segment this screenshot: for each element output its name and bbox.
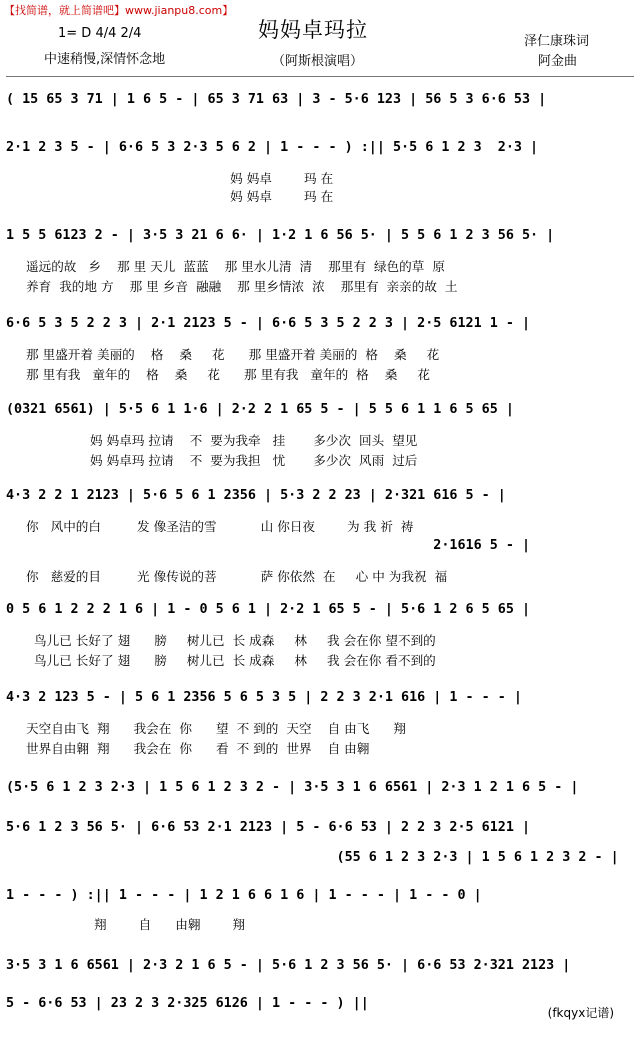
lyric-line: 妈 妈卓 玛 在 (26, 171, 334, 186)
lyric-line: 妈 妈卓玛 拉请 不 要为我牵 挂 多少次 回头 望见 (26, 433, 418, 448)
notation-line: 0 5 6 1 2 2 2 1 6 | 1 - 0 5 6 1 | 2·2 1 65 5 - | 5·6 1 2 6 5 65 | (6, 602, 531, 617)
notation-line: ( 15 65 3 71 | 1 6 5 - | 65 3 71 63 | 3 - 5·6 123 | 56 5 3 6·6 53 | (6, 92, 547, 107)
notation-line: 5 - 6·6 53 | 23 2 3 2·325 6126 | 1 - - - ) || (6, 996, 369, 1011)
lyric-line: 那 里有我 童年的 格 桑 花 那 里有我 童年的 格 桑 花 (26, 367, 430, 382)
notation-line: 6·6 5 3 5 2 2 3 | 2·1 2123 5 - | 6·6 5 3 5 2 2 3 | 2·5 6121 1 - | (6, 316, 531, 331)
lyric-line: 遥远的故 乡 那 里 天儿 蓝蓝 那 里水儿清 清 那里有 绿色的草 原 (26, 259, 445, 274)
site-banner: 【找简谱，就上简谱吧】www.jianpu8.com】 (4, 4, 234, 17)
lyric-line: 翔 自 由翱 翔 (26, 917, 246, 932)
lyric-line: 天空自由飞 翔 我会在 你 望 不 到的 天空 自 由飞 翔 (26, 721, 406, 736)
notation-line: 1 - - - ) :|| 1 - - - | 1 2 1 6 6 1 6 | 1 - - - | 1 - - 0 | (6, 888, 482, 903)
lyric-line: 那 里盛开着 美丽的 格 桑 花 那 里盛开着 美丽的 格 桑 花 (26, 347, 440, 362)
notation-line: 4·3 2 2 1 2123 | 5·6 5 6 1 2356 | 5·3 2 2 23 | 2·321 616 5 - | (6, 488, 506, 503)
key-signature: 1= D 4/4 2/4 (58, 26, 142, 41)
notation-line: 2·1616 5 - | (6, 538, 531, 553)
lyric-line: 鸟儿已 长好了 翅 膀 树儿已 长 成森 林 我 会在你 望不到的 (26, 633, 436, 648)
tempo-mark: 中速稍慢,深情怀念地 (44, 52, 166, 67)
notation-line: (55 6 1 2 3 2·3 | 1 5 6 1 2 3 2 - | (6, 850, 619, 865)
lyricist: 泽仁康珠词 (524, 34, 590, 49)
notation-line: 2·1 2 3 5 - | 6·6 5 3 2·3 5 6 2 | 1 - - - ) :|| 5·5 6 1 2 3 2·3 | (6, 140, 539, 155)
lyric-line: 鸟儿已 长好了 翅 膀 树儿已 长 成森 林 我 会在你 看不到的 (26, 653, 436, 668)
lyric-line: 世界自由翱 翔 我会在 你 看 不 到的 世界 自 由翱 (26, 741, 370, 756)
notation-line: 1 5 5 6123 2 - | 3·5 3 21 6 6· | 1·2 1 6 56 5· | 5 5 6 1 2 3 56 5· | (6, 228, 555, 243)
transcriber-credit: (fkqyx记谱) (547, 1006, 614, 1020)
composer: 阿金曲 (538, 54, 578, 69)
notation-line: (5·5 6 1 2 3 2·3 | 1 5 6 1 2 3 2 - | 3·5 3 1 6 6561 | 2·3 1 2 1 6 5 - | (6, 780, 579, 795)
notation-line: 5·6 1 2 3 56 5· | 6·6 53 2·1 2123 | 5 - 6·6 53 | 2 2 3 2·5 6121 | (6, 820, 531, 835)
notation-line: 3·5 3 1 6 6561 | 2·3 2 1 6 5 - | 5·6 1 2 3 56 5· | 6·6 53 2·321 2123 | (6, 958, 571, 973)
header-divider (6, 76, 634, 77)
lyric-line: 你 慈爱的目 光 像传说的菩 萨 你依然 在 心 中 为我祝 福 (26, 569, 448, 584)
notation-line: 4·3 2 123 5 - | 5 6 1 2356 5 6 5 3 5 | 2 2 3 2·1 616 | 1 - - - | (6, 690, 522, 705)
performer: （阿斯根演唱） (272, 54, 364, 69)
song-title: 妈妈卓玛拉 (258, 18, 368, 42)
lyric-line: 养育 我的地 方 那 里 乡音 融融 那 里乡情浓 浓 那里有 亲亲的故 土 (26, 279, 458, 294)
lyric-line: 你 风中的白 发 像圣洁的雪 山 你日夜 为 我 祈 祷 (26, 519, 414, 534)
notation-line: (0321 6561) | 5·5 6 1 1·6 | 2·2 2 1 65 5 - | 5 5 6 1 1 6 5 65 | (6, 402, 514, 417)
lyric-line: 妈 妈卓玛 拉请 不 要为我担 忧 多少次 风雨 过后 (26, 453, 418, 468)
lyric-line: 妈 妈卓 玛 在 (26, 189, 334, 204)
